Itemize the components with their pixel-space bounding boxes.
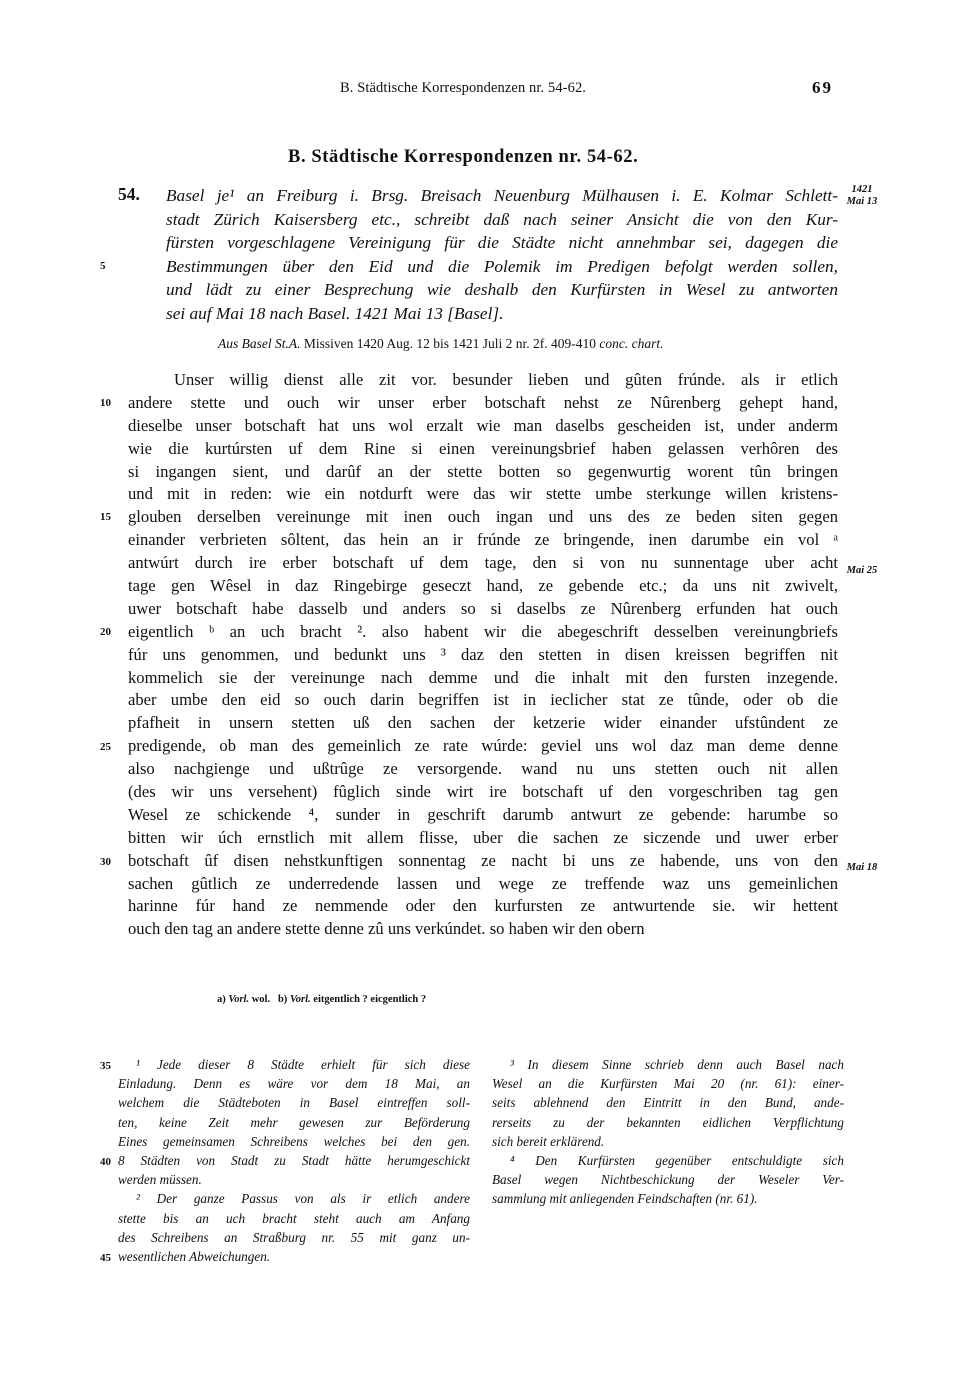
apparatus-label-b: b) xyxy=(277,994,288,1005)
margin-date xyxy=(842,184,882,208)
line-number: 45 xyxy=(100,1252,111,1264)
body-line: bitten wir úch ernstlich mit allem flisse, uber die sachen ze siczende und uwer erber xyxy=(128,827,838,847)
footnote-line: seits ablehnend den Eintritt in den Bund, ande- xyxy=(492,1095,844,1111)
margin-date-day: Mai 13 xyxy=(846,196,878,207)
line-number: 40 xyxy=(100,1156,111,1168)
line-number: 30 xyxy=(100,856,111,868)
regest xyxy=(118,184,838,325)
footnote-line: ² Der ganze Passus von als ir etlich andere xyxy=(136,1191,470,1207)
margin-date: Mai 25 xyxy=(846,565,878,576)
footnote-line: wesentlichen Abweichungen. xyxy=(118,1248,271,1264)
line-number: 5 xyxy=(100,260,106,272)
body-line: ouch den tag an andere stette denne zû uns verkúndet. so haben wir den obern xyxy=(128,919,645,939)
body-line: botschaft ûf disen nehstkunftigen sonnentag ze nacht bi uns ze habende, uns von den xyxy=(128,850,838,870)
footnote-line: sammlung mit anliegenden Feindschaften (nr. 61). xyxy=(492,1191,758,1207)
regest-line: sei auf Mai 18 nach Basel. 1421 Mai 13 [Basel]. xyxy=(166,303,504,323)
footnotes-left xyxy=(118,1055,470,1266)
body-line: kommelich sie der vereinunge nach demme und die inhalt mit den fursten inzegende. xyxy=(128,667,838,687)
body-line: si ingangen sient, und darûf an der stette botten so gegenwurtig worent tûn bringen xyxy=(128,461,838,481)
margin-date: Mai 18 xyxy=(846,862,878,873)
document-number: 54. xyxy=(118,184,140,204)
body-line: Unser willig dienst alle zit vor. besunder lieben und gûten frúnde. als ir etlich xyxy=(174,370,838,389)
apparatus-text-b: eitgentlich ? eicgentlich ? xyxy=(310,994,427,1005)
regest-line: stadt Zürich Kaisersberg etc., schreibt daß nach seiner Ansicht die von den Kur- xyxy=(166,209,838,229)
footnote-line: ¹ Jede dieser 8 Städte erhielt für sich diese xyxy=(136,1057,470,1072)
regest-line: und lädt zu einer Besprechung wie deshalb den Kurfürsten in Wesel zu antworten xyxy=(166,280,838,299)
body-line: predigende, ob man des gemeinlich ze rate wúrde: geviel uns wol daz man deme denne xyxy=(128,736,838,756)
source-archive: Aus Basel St.A. xyxy=(218,336,301,351)
regest-line: fürsten vorgeschlagene Vereinigung für die Städte nicht annehmbar sei, dagegen die xyxy=(166,233,838,252)
apparatus-text-a: wol. xyxy=(249,994,271,1005)
body-line: tage gen Wêsel in daz Ringebirge geseczt hand, ze gebende etc.; da uns nit zwivelt, xyxy=(128,576,838,596)
footnote-line: ten, keine Zeit mehr gewesen zur Beförderung xyxy=(118,1114,470,1130)
footnote-line: welchem die Städteboten in Basel eintreffen soll- xyxy=(118,1095,470,1111)
footnote-line: Eines gemeinsamen Schreibens welches bei den gen. xyxy=(118,1133,470,1149)
footnote-line: sich bereit erklärend. xyxy=(492,1133,605,1149)
body-line: sachen gûtlich ze underredende lassen und wege ze treffende waz uns gemeinlichen xyxy=(128,873,838,893)
regest-line: Bestimmungen über den Eid und die Polemik im Predigen befolgt werden sollen, xyxy=(166,256,838,276)
body-line: also nachgienge und ußtrûge ze versorgende. wand nu uns stetten ouch nit allen xyxy=(128,759,838,779)
body-line: einander verbrieten sôltent, das hein an ir frúnde ze bringende, inen darumbe ein vol ᵃ xyxy=(128,530,838,550)
line-number: 25 xyxy=(100,741,111,753)
footnotes-right xyxy=(492,1055,844,1209)
letter-body xyxy=(128,369,838,941)
footnote-line: Wesel an die Kurfürsten Mai 20 (nr. 61): einer- xyxy=(492,1076,844,1092)
source-text: Missiven 1420 Aug. 12 bis 1421 Juli 2 nr. 2f. 409-410 xyxy=(300,336,600,351)
footnote-line: rerseits zu der bekannten eidlichen Verpflichtung xyxy=(492,1114,844,1130)
apparatus-label-a: a) xyxy=(217,994,226,1005)
source-citation xyxy=(218,336,664,352)
apparatus-vorl: Vorl. xyxy=(289,994,311,1005)
body-line: pfafheit in unsern stetten uß den sachen der ketzerie wider einander ufstûndent ze xyxy=(128,713,838,733)
footnote-line: ³ In diesem Sinne schrieb denn auch Basel nach xyxy=(510,1057,844,1072)
body-line: uwer botschaft habe dasselb und anders so si daselbs ze Nûrenberg erfunden hat ouch xyxy=(128,598,838,618)
body-line: dieselbe unser botschaft hat uns wol erzalt wie man daselbs gescheiden ist, under anderm xyxy=(128,415,838,435)
body-line: (des wir uns versehent) fûglich sinde wirt ire botschaft uf den vorgeschriben tag gen xyxy=(128,782,838,802)
body-line: glouben derselben vereinunge mit inen ouch ingan und uns des ze beden siten gegen xyxy=(128,507,838,527)
apparatus-vorl: Vorl. xyxy=(228,994,250,1005)
footnote-line: Einladung. Denn es wäre vor dem 18 Mai, an xyxy=(118,1076,470,1092)
footnote-line: werden müssen. xyxy=(118,1172,202,1188)
margin-date-year: 1421 xyxy=(851,184,873,195)
body-line: andere stette und ouch wir unser erber botschaft nehst ze Nûrenberg gehept hand, xyxy=(128,392,838,412)
critical-apparatus xyxy=(217,994,426,1005)
footnote-line: Basel wegen Nichtbeschickung der Weseler Ver- xyxy=(492,1172,844,1188)
regest-line: Basel je¹ an Freiburg i. Brsg. Breisach Neuenburg Mülhausen i. E. Kolmar Schlett- xyxy=(166,186,838,205)
footnote-line: stette bis an uch bracht steht auch am Anfang xyxy=(118,1210,470,1226)
body-line: aber umbe den eid so ouch darin begriffen ist in ieclicher stat ze tûnde, oder ob die xyxy=(128,690,838,710)
footnote-line: des Schreibens an Straßburg nr. 55 mit ganz un- xyxy=(118,1229,470,1245)
body-line: harinne fúr hand ze nemmende oder den kurfursten ze antwurtende sie. wir hettent xyxy=(128,896,838,916)
source-type: conc. chart. xyxy=(599,336,664,351)
line-number: 10 xyxy=(100,397,111,409)
running-head: B. Städtische Korrespondenzen nr. 54-62. xyxy=(340,80,587,96)
line-number: 20 xyxy=(100,626,111,638)
line-number: 15 xyxy=(100,511,111,523)
section-title: B. Städtische Korrespondenzen nr. 54-62. xyxy=(288,147,639,167)
body-line: fúr uns genommen, und bedunkt uns ³ daz den stetten in disen kreissen begriffen nit xyxy=(128,644,838,664)
body-line: und mit in reden: wie ein notdurft were das wir stette umbe sterkunge willen kristens- xyxy=(128,484,838,504)
body-line: Wesel ze schickende ⁴, sunder in geschrift darumb antwurt ze gebende: harumbe so xyxy=(128,804,838,824)
body-line: antwúrt durch ire erber botschaft uf dem tage, den si von nu sunnentage uber acht xyxy=(128,553,838,573)
footnote-line: ⁴ Den Kurfürsten gegenüber entschuldigte sich xyxy=(510,1152,844,1168)
body-line: eigentlich ᵇ an uch bracht ². also habent wir die abegeschrift desselben vereinungbriefs xyxy=(128,621,838,641)
line-number: 35 xyxy=(100,1060,111,1072)
page-number: 69 xyxy=(812,78,833,97)
footnote-line: 8 Städten von Stadt zu Stadt hätte herumgeschickt xyxy=(118,1152,470,1168)
body-line: wie die kurtúrsten uf dem Rine si einen vereinungsbrief haben gelassen verhôren des xyxy=(128,438,838,458)
